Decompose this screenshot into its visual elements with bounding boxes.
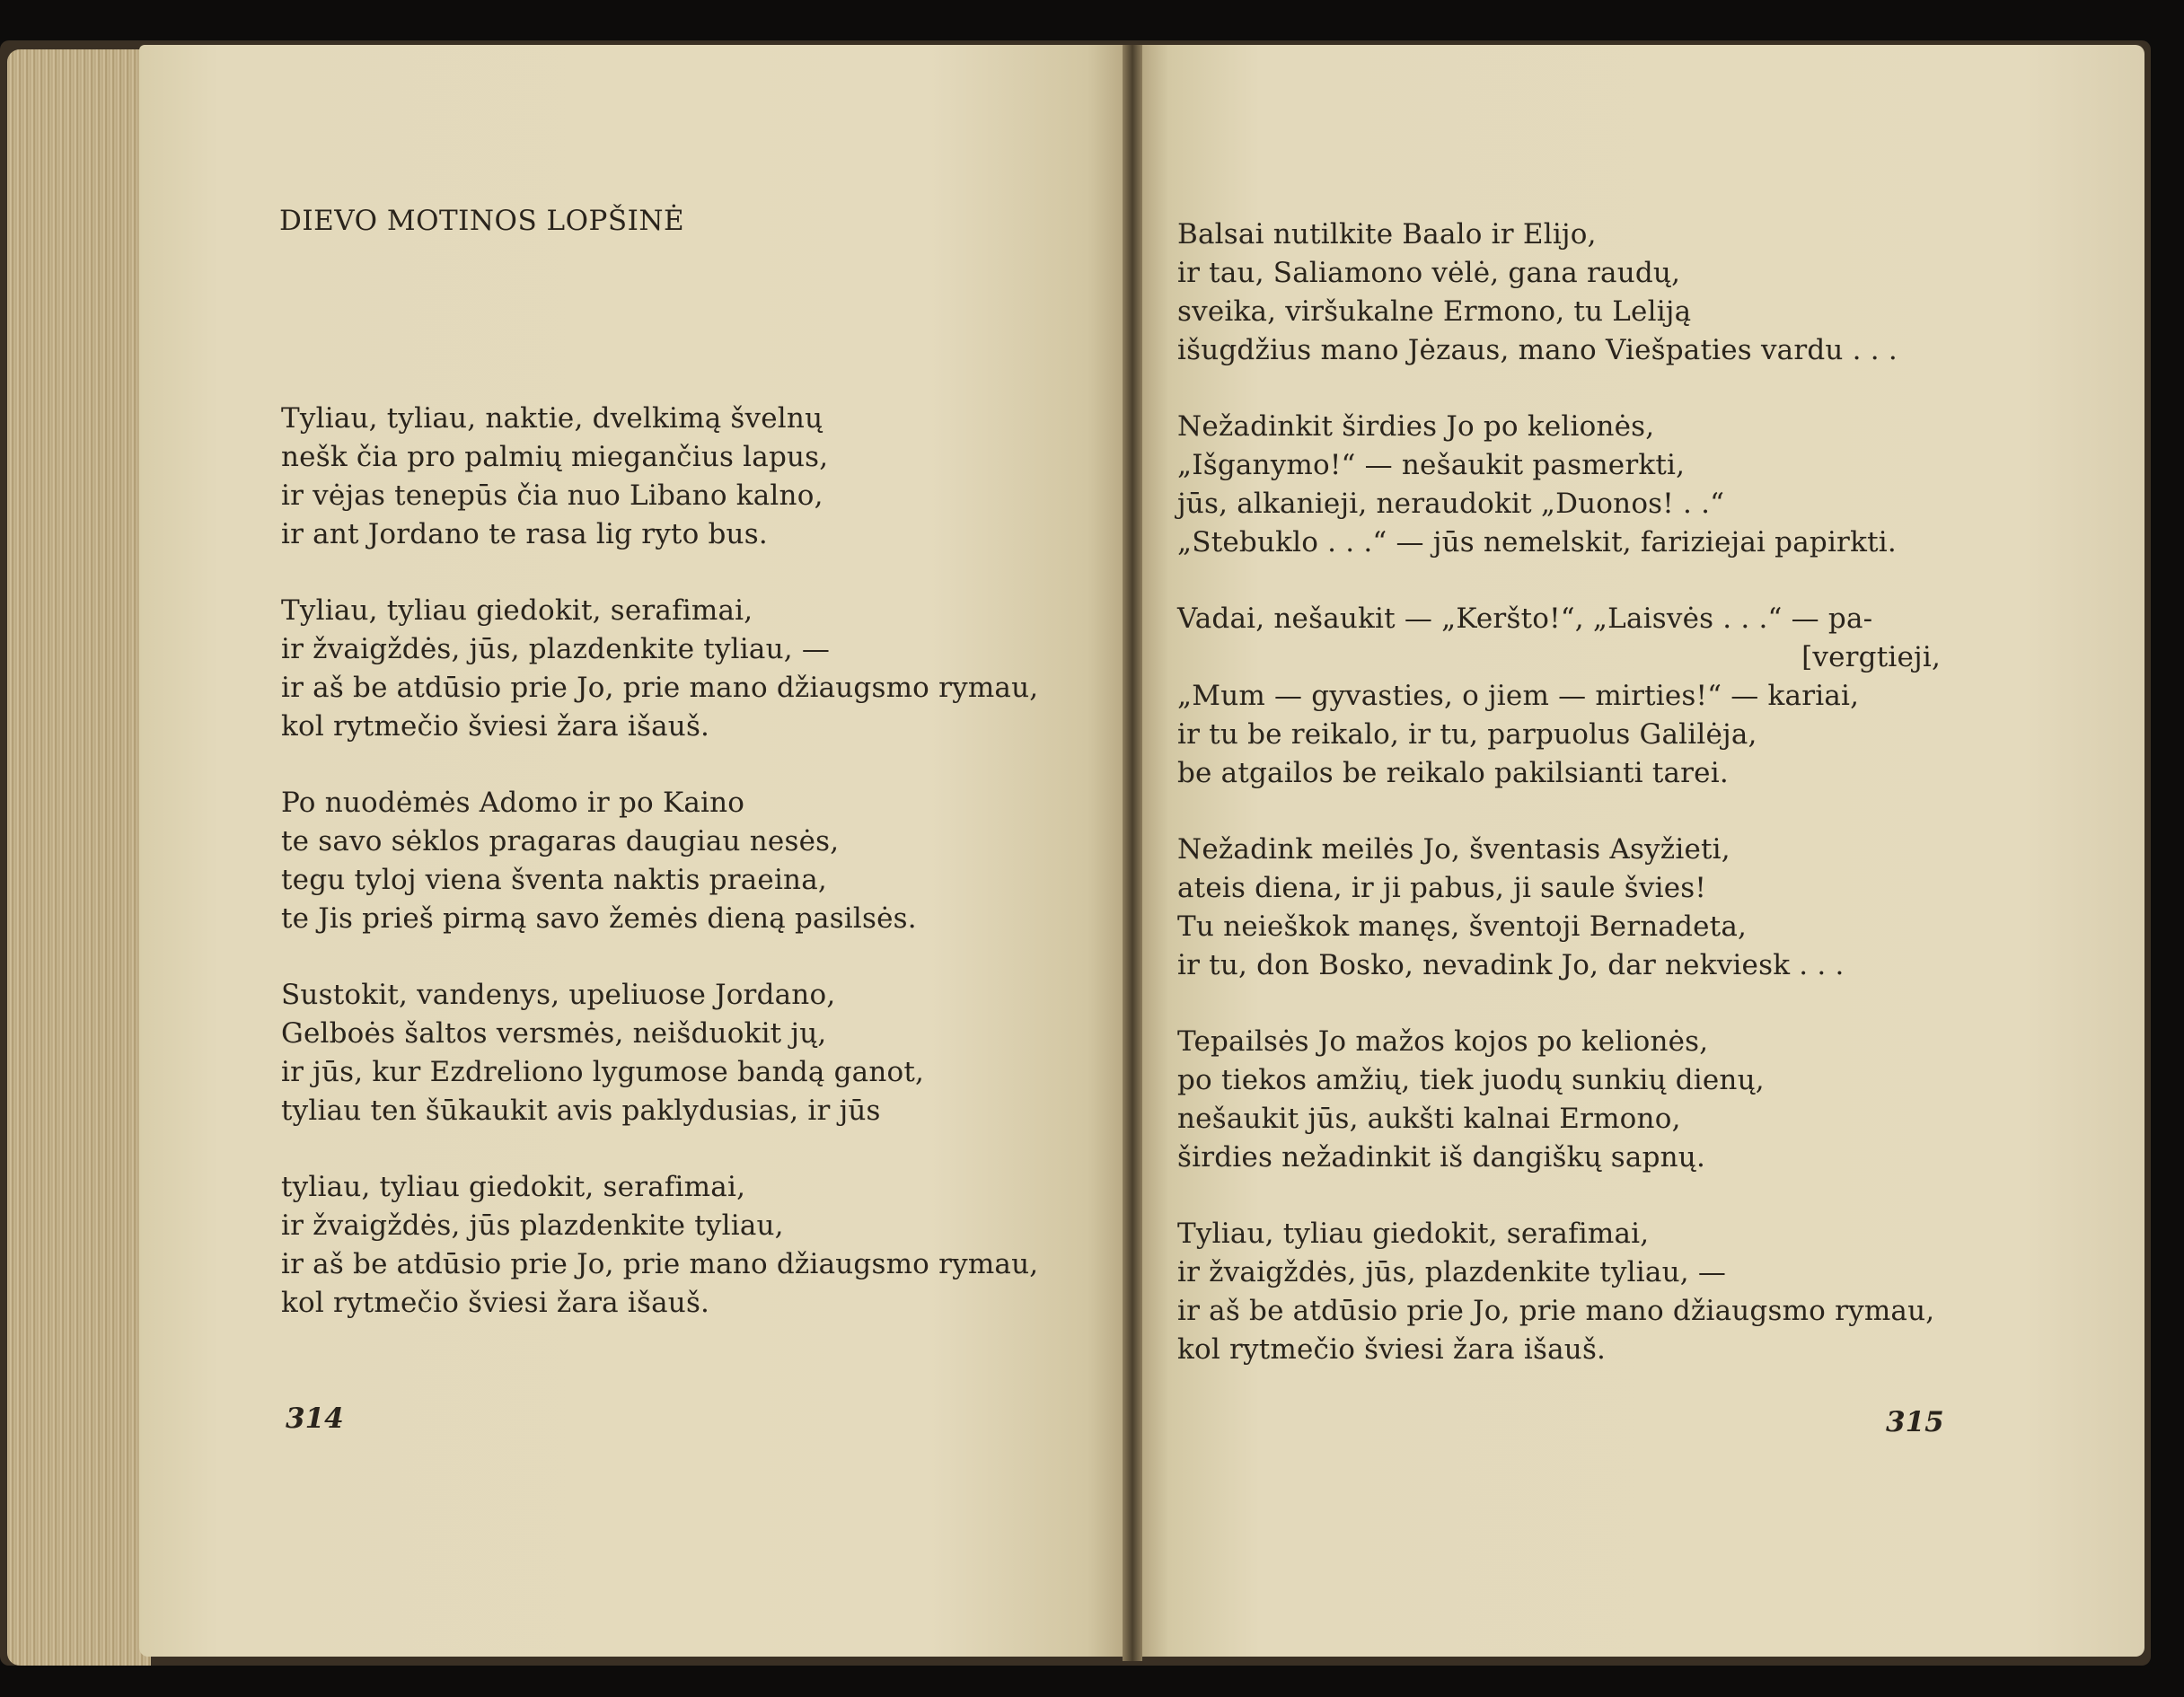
poem-line: kol rytmečio šviesi žara išauš. xyxy=(1177,1333,1607,1366)
poem-line: kol rytmečio šviesi žara išauš. xyxy=(281,1287,710,1319)
page-number-left: 314 xyxy=(286,1402,344,1435)
stanza xyxy=(281,592,1038,746)
poem-line: Sustokit, vandenys, upeliuose Jordano, xyxy=(281,979,836,1011)
poem-line: ir vėjas tenepūs čia nuo Libano kalno, xyxy=(281,479,823,512)
poem-line: ir aš be atdūsio prie Jo, prie mano džiaugsmo rymau, xyxy=(1177,1295,1935,1327)
stanza xyxy=(281,400,1038,554)
poem-line: Tu neieškok manęs, šventoji Bernadeta, xyxy=(1177,910,1748,943)
stanza xyxy=(1177,408,1941,562)
poem-line: išugdžius mano Jėzaus, mano Viešpaties vardu . . . xyxy=(1177,334,1898,366)
stanza xyxy=(1177,600,1941,793)
poem-line: ateis diena, ir ji pabus, ji saule švies! xyxy=(1177,872,1707,904)
poem-line: Po nuodėmės Adomo ir po Kaino xyxy=(281,787,745,819)
page-number-right: 315 xyxy=(1886,1406,1944,1438)
poem-line: „Stebuklo . . .“ — jūs nemelskit, fariziejai papirkti. xyxy=(1177,526,1897,558)
stanza xyxy=(1177,1023,1941,1177)
poem-line: sveika, viršukalne Ermono, tu Leliją xyxy=(1177,295,1692,328)
poem-title: DIEVO MOTINOS LOPŠINĖ xyxy=(279,205,685,237)
poem-line: „Išganymo!“ — nešaukit pasmerkti, xyxy=(1177,449,1686,481)
poem-line: Tepailsės Jo mažos kojos po kelionės, xyxy=(1177,1025,1709,1058)
poem-line: Nežadinkit širdies Jo po kelionės, xyxy=(1177,410,1655,443)
page-edges xyxy=(7,49,151,1666)
poem-line: jūs, alkanieji, neraudokit „Duonos! . .“ xyxy=(1177,488,1725,520)
poem-line: po tiekos amžių, tiek juodų sunkių dienų, xyxy=(1177,1064,1765,1096)
poem-line: ir žvaigždės, jūs, plazdenkite tyliau, — xyxy=(1177,1256,1727,1288)
poem-line: ir aš be atdūsio prie Jo, prie mano džiaugsmo rymau, xyxy=(281,1248,1039,1280)
book-gutter xyxy=(1123,45,1142,1661)
poem-line: Tyliau, tyliau giedokit, serafimai, xyxy=(281,594,753,627)
stanza xyxy=(281,976,1038,1130)
poem-line: ir tu be reikalo, ir tu, parpuolus Galilėja, xyxy=(1177,718,1757,751)
poem-line: ir aš be atdūsio prie Jo, prie mano džiaugsmo rymau, xyxy=(281,672,1039,704)
poem-line: „Mum — gyvasties, o jiem — mirties!“ — kariai, xyxy=(1177,680,1860,712)
stanza xyxy=(281,784,1038,938)
poem-line: tyliau ten šūkaukit avis paklydusias, ir jūs xyxy=(281,1095,881,1127)
stanza xyxy=(1177,1215,1941,1369)
poem-line: Tyliau, tyliau giedokit, serafimai, xyxy=(1177,1218,1650,1250)
poem-line: be atgailos be reikalo pakilsianti tarei. xyxy=(1177,757,1729,789)
poem-line: te savo sėklos pragaras daugiau nesės, xyxy=(281,825,840,857)
left-poem-text xyxy=(281,400,1038,1360)
poem-line: širdies nežadinkit iš dangiškų sapnų. xyxy=(1177,1141,1706,1174)
stanza xyxy=(1177,831,1941,985)
stanza xyxy=(1177,215,1941,370)
poem-line: Gelboės šaltos versmės, neišduokit jų, xyxy=(281,1017,827,1050)
poem-line: ir žvaigždės, jūs, plazdenkite tyliau, — xyxy=(281,633,831,665)
poem-line: Balsai nutilkite Baalo ir Elijo, xyxy=(1177,218,1597,251)
poem-line: tegu tyloj viena šventa naktis praeina, xyxy=(281,864,827,896)
poem-line: ir žvaigždės, jūs plazdenkite tyliau, xyxy=(281,1209,784,1242)
poem-line: ir ant Jordano te rasa lig ryto bus. xyxy=(281,518,768,550)
poem-line: kol rytmečio šviesi žara išauš. xyxy=(281,710,710,743)
stanza xyxy=(281,1168,1038,1323)
poem-line: ir jūs, kur Ezdreliono lygumose bandą ganot, xyxy=(281,1056,925,1088)
poem-line: te Jis prieš pirmą savo žemės dieną pasilsės. xyxy=(281,902,917,935)
right-poem-text xyxy=(1177,215,1941,1407)
poem-line: Vadai, nešaukit — „Keršto!“, „Laisvės . . .“ — pa- xyxy=(1177,602,1873,635)
poem-line: Nežadink meilės Jo, šventasis Asyžieti, xyxy=(1177,833,1730,866)
poem-line: nešk čia pro palmių miegančius lapus, xyxy=(281,441,829,473)
poem-line: tyliau, tyliau giedokit, serafimai, xyxy=(281,1171,746,1203)
poem-line: Tyliau, tyliau, naktie, dvelkimą švelnų xyxy=(281,402,823,435)
poem-line: ir tu, don Bosko, nevadink Jo, dar nekviesk . . . xyxy=(1177,949,1845,981)
poem-line: ir tau, Saliamono vėlė, gana raudų, xyxy=(1177,257,1681,289)
poem-line: nešaukit jūs, aukšti kalnai Ermono, xyxy=(1177,1103,1681,1135)
poem-line-continuation: [vergtieji, xyxy=(1801,641,1941,673)
